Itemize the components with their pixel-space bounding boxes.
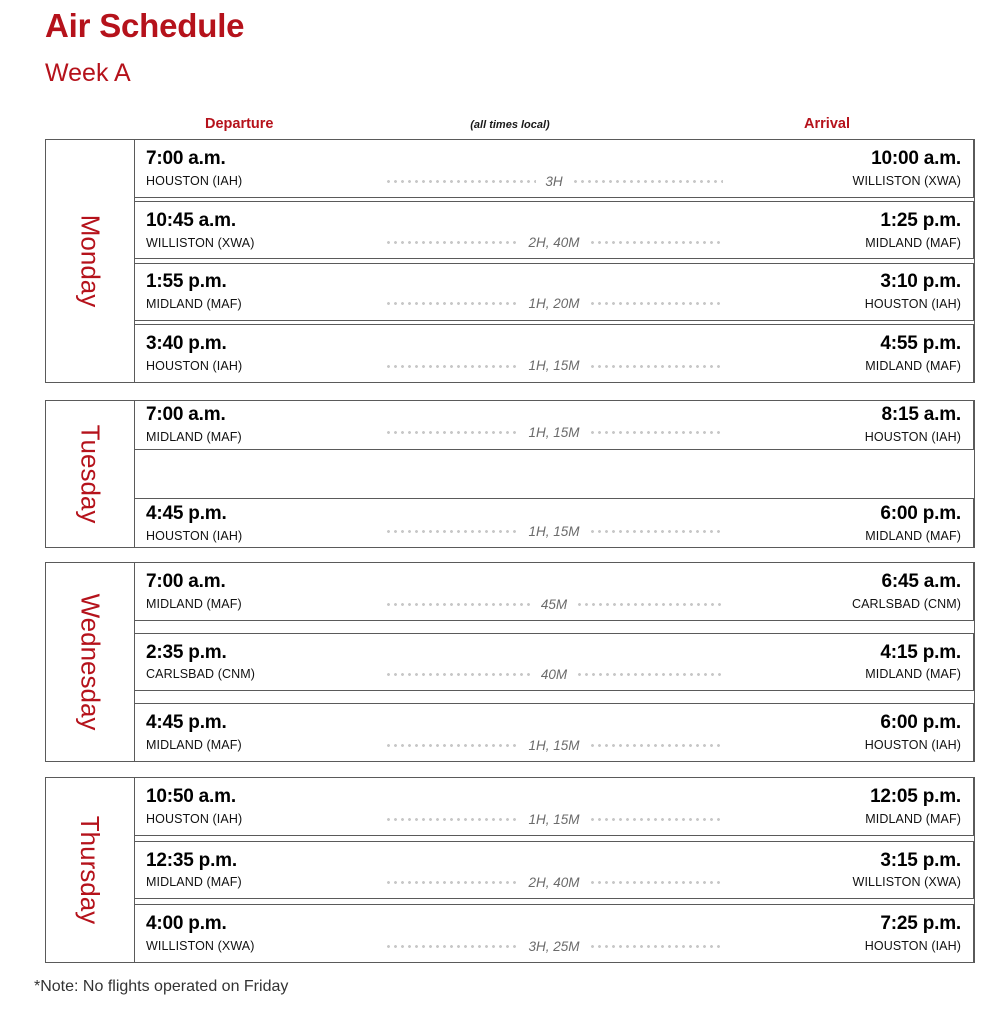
dotted-line-left-icon [385, 180, 536, 183]
flight-duration-connector [385, 325, 723, 382]
dotted-line-right-icon [589, 365, 723, 368]
dotted-line-left-icon [385, 673, 532, 676]
flight-row[interactable] [135, 401, 974, 450]
departure-cell [135, 202, 385, 258]
flight-duration: 1H, 15M [528, 811, 580, 827]
departure-cell [135, 905, 385, 962]
flight-rows [135, 778, 974, 962]
dotted-line-left-icon [385, 603, 532, 606]
dotted-line-right-icon [589, 241, 723, 244]
flight-row[interactable] [135, 498, 974, 547]
arrival-cell [723, 634, 973, 690]
flight-row[interactable] [135, 703, 974, 761]
arrival-airport: WILLISTON (XWA) [852, 173, 961, 188]
flight-duration-connector [385, 563, 723, 620]
dotted-line-left-icon [385, 302, 519, 305]
departure-cell [135, 325, 385, 382]
flight-duration: 40M [540, 666, 568, 682]
arrival-airport: HOUSTON (IAH) [864, 938, 961, 953]
departure-airport: HOUSTON (IAH) [146, 811, 243, 826]
departure-time: 3:40 p.m. [146, 333, 227, 355]
flight-duration: 1H, 15M [528, 358, 580, 374]
departure-time: 4:00 p.m. [146, 913, 227, 935]
flight-row[interactable] [135, 563, 974, 621]
flight-duration-connector [385, 499, 723, 547]
departure-time: 7:00 a.m. [146, 571, 226, 593]
day-block-tuesday [45, 400, 975, 548]
flight-duration: 1H, 15M [528, 425, 580, 441]
departure-time: 10:50 a.m. [146, 786, 236, 808]
flight-duration-connector [385, 264, 723, 320]
departure-airport: WILLISTON (XWA) [146, 235, 255, 250]
departure-airport: CARLSBAD (CNM) [146, 667, 256, 682]
flight-duration-connector [385, 842, 723, 898]
column-headers [45, 116, 975, 136]
page-title: Air Schedule [45, 7, 245, 44]
connector [385, 668, 723, 682]
arrival-airport: HOUSTON (IAH) [864, 297, 961, 312]
day-name-label: Wednesday [75, 593, 105, 731]
arrival-time: 6:00 p.m. [880, 712, 961, 734]
dotted-line-left-icon [385, 744, 519, 747]
day-name-label: Thursday [75, 815, 106, 925]
departure-airport: WILLISTON (XWA) [146, 938, 255, 953]
departure-airport: HOUSTON (IAH) [146, 528, 243, 543]
connector [385, 940, 723, 954]
arrival-cell [723, 563, 973, 620]
departure-cell [135, 704, 385, 761]
departure-cell [135, 140, 385, 197]
dotted-line-right-icon [589, 302, 723, 305]
arrival-airport: CARLSBAD (CNM) [851, 596, 961, 611]
dotted-line-right-icon [589, 744, 723, 747]
flight-duration: 2H, 40M [528, 234, 580, 250]
departure-airport: HOUSTON (IAH) [146, 358, 243, 373]
dotted-line-left-icon [385, 241, 519, 244]
dotted-line-right-icon [589, 818, 723, 821]
arrival-airport: MIDLAND (MAF) [865, 528, 961, 543]
departure-cell [135, 563, 385, 620]
connector [385, 739, 723, 753]
departure-cell [135, 499, 385, 547]
connector [385, 297, 723, 311]
departure-airport: MIDLAND (MAF) [146, 737, 242, 752]
departure-time: 1:55 p.m. [146, 271, 227, 293]
arrival-airport: MIDLAND (MAF) [865, 235, 961, 250]
arrival-airport: MIDLAND (MAF) [865, 358, 961, 373]
dotted-line-left-icon [385, 431, 519, 434]
dotted-line-right-icon [589, 945, 723, 948]
arrival-column-header: Arrival [804, 116, 850, 132]
arrival-cell [723, 264, 973, 320]
flight-duration-connector [385, 704, 723, 761]
connector [385, 426, 723, 440]
arrival-airport: MIDLAND (MAF) [865, 811, 961, 826]
departure-time: 7:00 a.m. [146, 404, 226, 426]
departure-time: 4:45 p.m. [146, 712, 227, 734]
flight-duration: 1H, 15M [528, 523, 580, 539]
departure-cell [135, 634, 385, 690]
departure-cell [135, 778, 385, 835]
arrival-cell [723, 202, 973, 258]
arrival-time: 4:55 p.m. [880, 333, 961, 355]
arrival-time: 8:15 a.m. [881, 404, 961, 426]
arrival-airport: MIDLAND (MAF) [865, 667, 961, 682]
flight-duration: 3H [545, 173, 563, 189]
dotted-line-left-icon [385, 881, 519, 884]
arrival-cell [723, 401, 973, 449]
flight-row[interactable] [135, 324, 974, 382]
all-times-local-note: (all times local) [470, 119, 550, 131]
arrival-time: 3:15 p.m. [880, 849, 961, 871]
day-name-label: Tuesday [75, 424, 106, 524]
departure-cell [135, 842, 385, 898]
flight-row[interactable] [135, 140, 974, 198]
connector [385, 876, 723, 890]
flight-row[interactable] [135, 841, 974, 899]
arrival-airport: HOUSTON (IAH) [864, 737, 961, 752]
departure-time: 12:35 p.m. [146, 849, 237, 871]
connector [385, 175, 723, 189]
dotted-line-right-icon [576, 673, 723, 676]
dotted-line-left-icon [385, 365, 519, 368]
departure-airport: MIDLAND (MAF) [146, 430, 242, 445]
dotted-line-left-icon [385, 530, 519, 533]
flight-duration-connector [385, 401, 723, 449]
departure-airport: MIDLAND (MAF) [146, 297, 242, 312]
arrival-time: 7:25 p.m. [880, 913, 961, 935]
empty-flight-slot [135, 450, 974, 499]
flight-duration: 3H, 25M [528, 938, 580, 954]
arrival-cell [723, 140, 973, 197]
arrival-time: 12:05 p.m. [870, 786, 961, 808]
connector [385, 598, 723, 612]
day-label-cell [46, 563, 135, 761]
connector [385, 236, 723, 250]
arrival-time: 1:25 p.m. [880, 209, 961, 231]
flight-duration: 2H, 40M [528, 874, 580, 890]
flight-row[interactable] [135, 633, 974, 691]
flight-duration-connector [385, 905, 723, 962]
arrival-time: 10:00 a.m. [871, 148, 961, 170]
dotted-line-right-icon [589, 881, 723, 884]
schedule-footnote: *Note: No flights operated on Friday [34, 978, 289, 995]
dotted-line-left-icon [385, 945, 519, 948]
day-label-cell [46, 140, 135, 382]
flight-duration-connector [385, 634, 723, 690]
flight-duration-connector [385, 778, 723, 835]
day-block-monday [45, 139, 975, 383]
flight-duration: 1H, 15M [528, 737, 580, 753]
connector [385, 813, 723, 827]
arrival-cell [723, 704, 973, 761]
arrival-cell [723, 905, 973, 962]
dotted-line-left-icon [385, 818, 519, 821]
arrival-cell [723, 842, 973, 898]
arrival-airport: HOUSTON (IAH) [864, 430, 961, 445]
departure-time: 10:45 a.m. [146, 209, 236, 231]
departure-cell [135, 264, 385, 320]
flight-row[interactable] [135, 778, 974, 836]
departure-time: 2:35 p.m. [146, 641, 227, 663]
departure-airport: MIDLAND (MAF) [146, 596, 242, 611]
arrival-time: 6:45 a.m. [881, 571, 961, 593]
flight-rows [135, 140, 974, 382]
departure-column-header: Departure [205, 116, 274, 132]
departure-airport: MIDLAND (MAF) [146, 875, 242, 890]
arrival-cell [723, 499, 973, 547]
page-subtitle: Week A [45, 59, 131, 87]
arrival-cell [723, 325, 973, 382]
day-block-thursday [45, 777, 975, 963]
flight-rows [135, 401, 974, 547]
flight-row[interactable] [135, 263, 974, 321]
arrival-time: 3:10 p.m. [880, 271, 961, 293]
connector [385, 359, 723, 373]
day-label-cell [46, 778, 135, 962]
arrival-time: 6:00 p.m. [880, 502, 961, 524]
flight-duration: 45M [540, 596, 568, 612]
flight-duration: 1H, 20M [528, 296, 580, 312]
dotted-line-right-icon [572, 180, 723, 183]
connector [385, 525, 723, 539]
departure-time: 4:45 p.m. [146, 502, 227, 524]
arrival-airport: WILLISTON (XWA) [852, 875, 961, 890]
dotted-line-right-icon [576, 603, 723, 606]
day-block-wednesday [45, 562, 975, 762]
flight-row[interactable] [135, 904, 974, 962]
flight-duration-connector [385, 140, 723, 197]
dotted-line-right-icon [589, 431, 723, 434]
day-label-cell [46, 401, 135, 547]
dotted-line-right-icon [589, 530, 723, 533]
flight-duration-connector [385, 202, 723, 258]
day-name-label: Monday [75, 214, 105, 308]
departure-airport: HOUSTON (IAH) [146, 173, 243, 188]
departure-cell [135, 401, 385, 449]
flight-rows [135, 563, 974, 761]
flight-row[interactable] [135, 201, 974, 259]
arrival-time: 4:15 p.m. [880, 641, 961, 663]
departure-time: 7:00 a.m. [146, 148, 226, 170]
arrival-cell [723, 778, 973, 835]
